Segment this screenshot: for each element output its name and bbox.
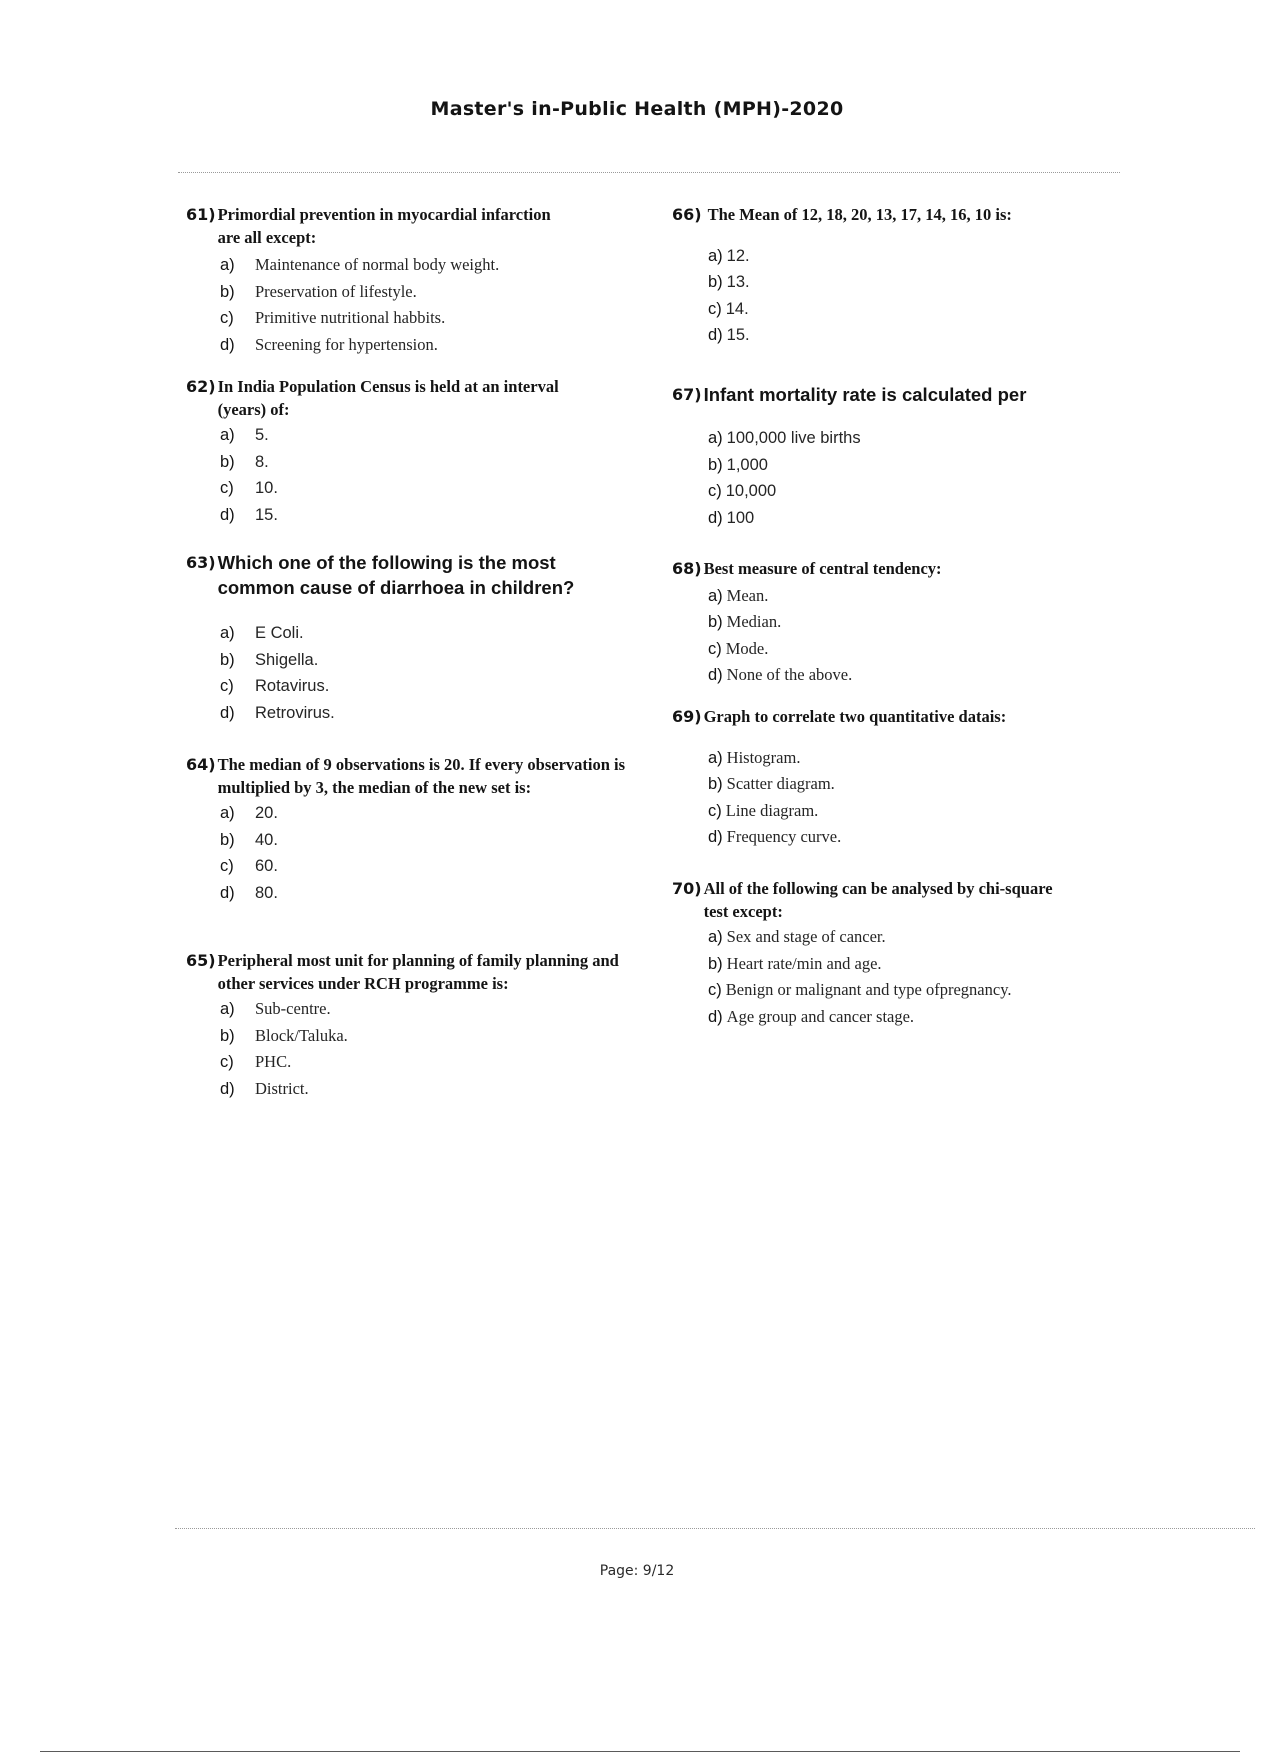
option-letter: d) [220,505,235,524]
option-a[interactable] [708,583,1142,610]
option-list [708,243,1142,349]
option-letter: b) [708,613,723,631]
option-text: 1,000 [726,455,768,474]
page-title: Master's in-Public Health (MPH)-2020 [430,98,844,120]
option-list [220,996,646,1102]
option-list [708,745,1142,851]
question-number: 67) [672,385,702,404]
option-text: Age group and cancer stage. [726,1006,915,1026]
option-letter: b) [708,273,723,291]
option-c[interactable] [220,305,646,332]
question-number: 64) [186,755,216,774]
option-c[interactable] [708,636,1142,663]
question-68 [672,558,1142,689]
question-text: Primordial prevention in myocardial infarction are all except: [217,205,551,247]
option-letter: d) [708,828,723,846]
option-text: 15. [726,326,750,344]
option-text: Frequency curve. [726,827,842,846]
option-list [220,252,646,358]
option-letter: c) [708,299,722,318]
option-a[interactable] [220,620,646,647]
option-b[interactable] [708,609,1142,636]
question-text: Graph to correlate two quantitative datais: [703,707,1007,726]
option-text: Mode. [725,638,769,658]
option-d[interactable] [708,505,1142,532]
option-text: 60. [255,857,278,875]
option-text: Median. [726,612,782,631]
option-text: Heart rate/min and age. [726,953,882,973]
option-text: Rotavirus. [255,677,330,695]
question-64 [186,754,646,906]
option-letter: c) [220,677,234,695]
option-text: District. [255,1078,309,1098]
option-a[interactable] [708,243,1142,270]
option-letter: c) [220,1053,234,1071]
option-list [220,422,646,528]
option-a[interactable] [708,924,1142,951]
option-b[interactable] [708,771,1142,798]
option-letter: c) [220,857,234,875]
option-letter: a) [708,586,723,605]
question-number: 62) [186,377,216,396]
option-text: 14. [725,299,749,318]
question-62 [186,376,646,528]
option-text: E Coli. [255,624,304,642]
question-text: Infant mortality rate is calculated per [703,384,1027,405]
option-letter: b) [708,775,723,793]
option-b[interactable] [708,269,1142,296]
option-text: Sex and stage of cancer. [726,927,886,946]
option-letter: a) [220,624,235,642]
question-number: 65) [186,951,216,970]
option-letter: c) [220,309,234,327]
option-letter: d) [220,335,235,354]
option-letter: b) [708,954,723,973]
option-text: Scatter diagram. [726,774,835,793]
question-number: 63) [186,553,216,572]
option-letter: a) [708,748,723,767]
option-list [220,620,646,726]
option-list [708,425,1142,531]
option-text: Sub-centre. [255,999,331,1018]
option-letter: d) [708,326,723,344]
option-letter: b) [220,1026,235,1045]
option-d[interactable] [220,502,646,529]
option-letter: b) [220,452,235,471]
option-letter: a) [220,426,235,444]
option-d[interactable] [708,322,1142,349]
option-letter: c) [220,479,234,497]
question-text: Best measure of central tendency: [703,559,942,578]
option-letter: b) [220,282,235,301]
option-letter: c) [708,639,722,658]
question-text: Which one of the following is the most common cause of diarrhoea in children? [217,552,575,598]
option-letter: a) [220,256,235,274]
option-a[interactable] [220,252,646,279]
option-a[interactable] [220,422,646,449]
question-63 [186,550,646,726]
option-text: 100,000 live births [726,429,861,447]
question-text: The Mean of 12, 18, 20, 13, 17, 14, 16, 10 is: [707,205,1012,224]
option-text: 20. [255,804,278,822]
option-text: Shigella. [255,650,319,669]
page-number: Page: 9/12 [599,1563,675,1579]
option-d[interactable] [220,700,646,727]
question-number: 66) [672,205,702,224]
option-b[interactable] [708,951,1142,978]
option-letter: c) [708,482,722,500]
option-a[interactable] [708,425,1142,452]
option-text: 13. [726,273,750,291]
question-65 [186,950,646,1102]
option-c[interactable] [220,1049,646,1076]
option-text: Histogram. [726,747,801,767]
option-letter: a) [220,1000,235,1018]
page-edge-line [40,1751,1240,1752]
option-d[interactable] [708,824,1142,851]
question-70 [672,878,1142,1030]
option-b[interactable] [220,449,646,476]
option-text: 80. [255,883,278,902]
question-text: Peripheral most unit for planning of family planning and other services under RCH programme is: [217,951,619,993]
footer-divider [175,1528,1255,1529]
option-text: Screening for hypertension. [255,334,438,354]
option-c[interactable] [220,853,646,880]
option-letter: a) [220,804,235,822]
option-d[interactable] [708,662,1142,689]
option-letter: d) [708,1007,723,1026]
option-b[interactable] [220,827,646,854]
question-69 [672,706,1142,851]
option-text: PHC. [255,1052,292,1071]
option-letter: d) [708,666,723,684]
option-c[interactable] [220,673,646,700]
option-letter: d) [708,508,723,527]
option-text: 10. [255,479,278,497]
header-divider [178,172,1120,173]
option-letter: d) [220,703,235,722]
option-text: Retrovirus. [255,703,335,722]
option-letter: a) [708,429,723,447]
option-text: 8. [255,452,269,471]
option-a[interactable] [708,745,1142,772]
option-letter: d) [220,883,235,902]
question-number: 70) [672,879,702,898]
option-list [708,583,1142,689]
option-text: Preservation of lifestyle. [255,281,417,301]
question-text: The median of 9 observations is 20. If every observation is multiplied by 3, the median of the new set is: [217,755,626,797]
option-b[interactable] [220,1023,646,1050]
option-letter: c) [708,981,722,999]
question-number: 69) [672,707,702,726]
question-number: 68) [672,559,702,578]
option-letter: b) [708,455,723,474]
question-text: In India Population Census is held at an interval (years) of: [217,377,559,419]
option-letter: b) [220,650,235,669]
question-number: 61) [186,205,216,224]
option-text: Line diagram. [725,800,819,820]
option-letter: c) [708,801,722,820]
option-d[interactable] [220,1076,646,1103]
option-text: Maintenance of normal body weight. [255,255,500,274]
question-67 [672,382,1142,531]
option-text: None of the above. [726,665,853,684]
option-list [708,924,1142,1030]
option-b[interactable] [708,452,1142,479]
option-c[interactable] [708,977,1142,1004]
option-c[interactable] [708,478,1142,505]
option-letter: d) [220,1079,235,1098]
option-d[interactable] [220,332,646,359]
option-text: 12. [726,246,750,265]
option-c[interactable] [220,475,646,502]
option-list [220,800,646,906]
option-text: 10,000 [725,482,777,500]
option-letter: a) [708,928,723,946]
option-text: Benign or malignant and type ofpregnancy. [725,980,1012,999]
option-b[interactable] [220,647,646,674]
option-d[interactable] [220,880,646,907]
option-a[interactable] [220,800,646,827]
option-text: Block/Taluka. [255,1025,348,1045]
option-text: 40. [255,830,278,849]
question-66 [672,204,1142,349]
option-text: Primitive nutritional habbits. [255,308,446,327]
option-letter: b) [220,830,235,849]
option-b[interactable] [220,279,646,306]
option-c[interactable] [708,798,1142,825]
option-text: 15. [255,505,278,524]
option-a[interactable] [220,996,646,1023]
question-61 [186,204,646,358]
option-text: 100 [726,508,755,527]
option-c[interactable] [708,296,1142,323]
option-d[interactable] [708,1004,1142,1031]
option-text: Mean. [726,585,769,605]
option-letter: a) [708,246,723,265]
question-text: All of the following can be analysed by chi-square test except: [703,879,1053,921]
option-text: 5. [255,426,269,444]
